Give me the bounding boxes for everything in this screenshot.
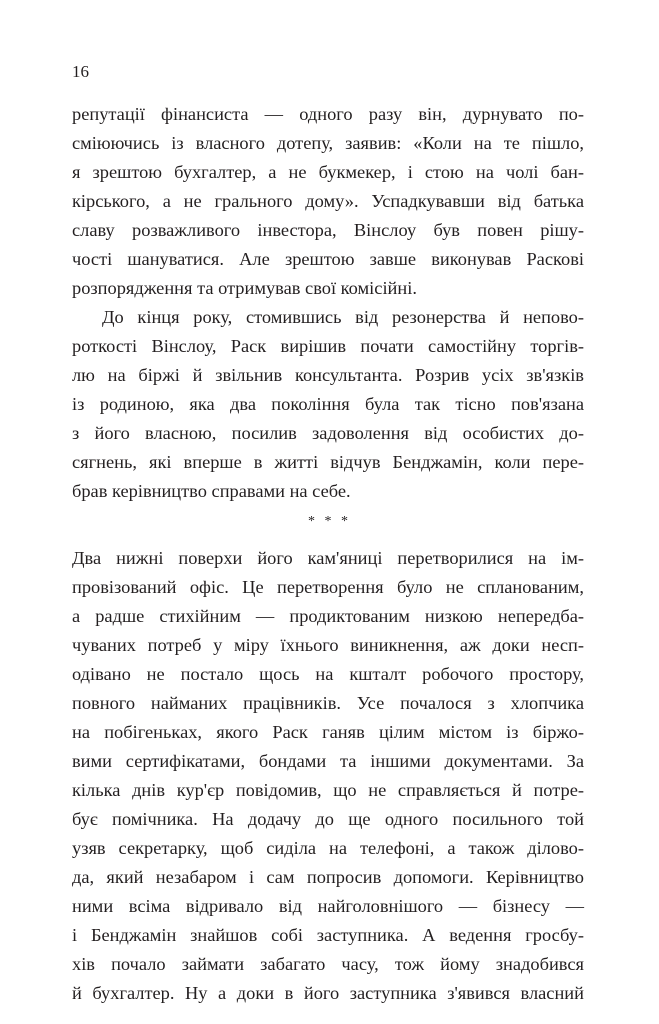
text-line: а радше стихійним — продиктованим низкою непередба- <box>72 606 584 626</box>
text-line: хів почало займати забагато часу, тож йому знадобився <box>72 954 584 974</box>
text-line: розпорядження та отримував свої комісійні. <box>72 278 417 298</box>
text-line: роткості Вінслоу, Раск вирішив почати самостійну торгів- <box>72 336 584 356</box>
text-line: брав керівництво справами на себе. <box>72 481 351 501</box>
text-line: сягнень, які вперше в житті відчув Бенджамін, коли пере- <box>72 452 584 472</box>
text-line: й бухгалтер. Ну а доки в його заступника з'явився власний <box>72 983 584 1003</box>
text-line: да, який незабаром і сам попросив допомоги. Керівництво <box>72 867 584 887</box>
text-line: Два нижні поверхи його кам'яниці перетворилися на ім- <box>72 548 584 568</box>
text-line: провізований офіс. Це перетворення було не спланованим, <box>72 577 584 597</box>
text-line: повного найманих працівників. Усе почалося з хлопчика <box>72 693 584 713</box>
text-line: До кінця року, стомившись від резонерства й непово- <box>102 307 584 327</box>
text-line: із родиною, яка два покоління була так тісно пов'язана <box>72 394 584 414</box>
text-line: я зрештою бухгалтер, а не букмекер, і стою на чолі бан- <box>72 162 584 182</box>
text-line: чості шануватися. Але зрештою завше виконував Раскові <box>72 249 584 269</box>
text-line: чуваних потреб у міру їхнього виникнення, аж доки несп- <box>72 635 584 655</box>
text-line: і Бенджамін знайшов собі заступника. А ведення гросбу- <box>72 925 584 945</box>
text-line: славу розважливого інвестора, Вінслоу був повен рішу- <box>72 220 584 240</box>
text-line: кірського, а не грального дому». Успадкувавши від батька <box>72 191 584 211</box>
text-line: одівано не постало щось на кшталт робочого простору, <box>72 664 584 684</box>
text-line: сміюючись із власного дотепу, заявив: «Коли на те пішло, <box>72 133 584 153</box>
text-line: кілька днів кур'єр повідомив, що не справляється й потре- <box>72 780 584 800</box>
text-line: вими сертифікатами, бондами та іншими документами. За <box>72 751 584 771</box>
text-line: узяв секретарку, щоб сиділа на телефоні, а також ділово- <box>72 838 584 858</box>
text-line: з його власною, посилив задоволення від особистих до- <box>72 423 584 443</box>
text-line: бує помічника. На додачу до ще одного посильного той <box>72 809 584 829</box>
text-line: на побігеньках, якого Раск ганяв цілим містом із біржо- <box>72 722 584 742</box>
page-number: 16 <box>72 62 89 81</box>
text-line: репутації фінансиста — одного разу він, дурнувато по- <box>72 104 584 124</box>
text-line: лю на біржі й звільнив консультанта. Розрив усіх зв'язків <box>72 365 584 385</box>
text-line: ними всіма відривало від найголовнішого — бізнесу — <box>72 896 584 916</box>
section-separator: * * * <box>308 514 351 529</box>
